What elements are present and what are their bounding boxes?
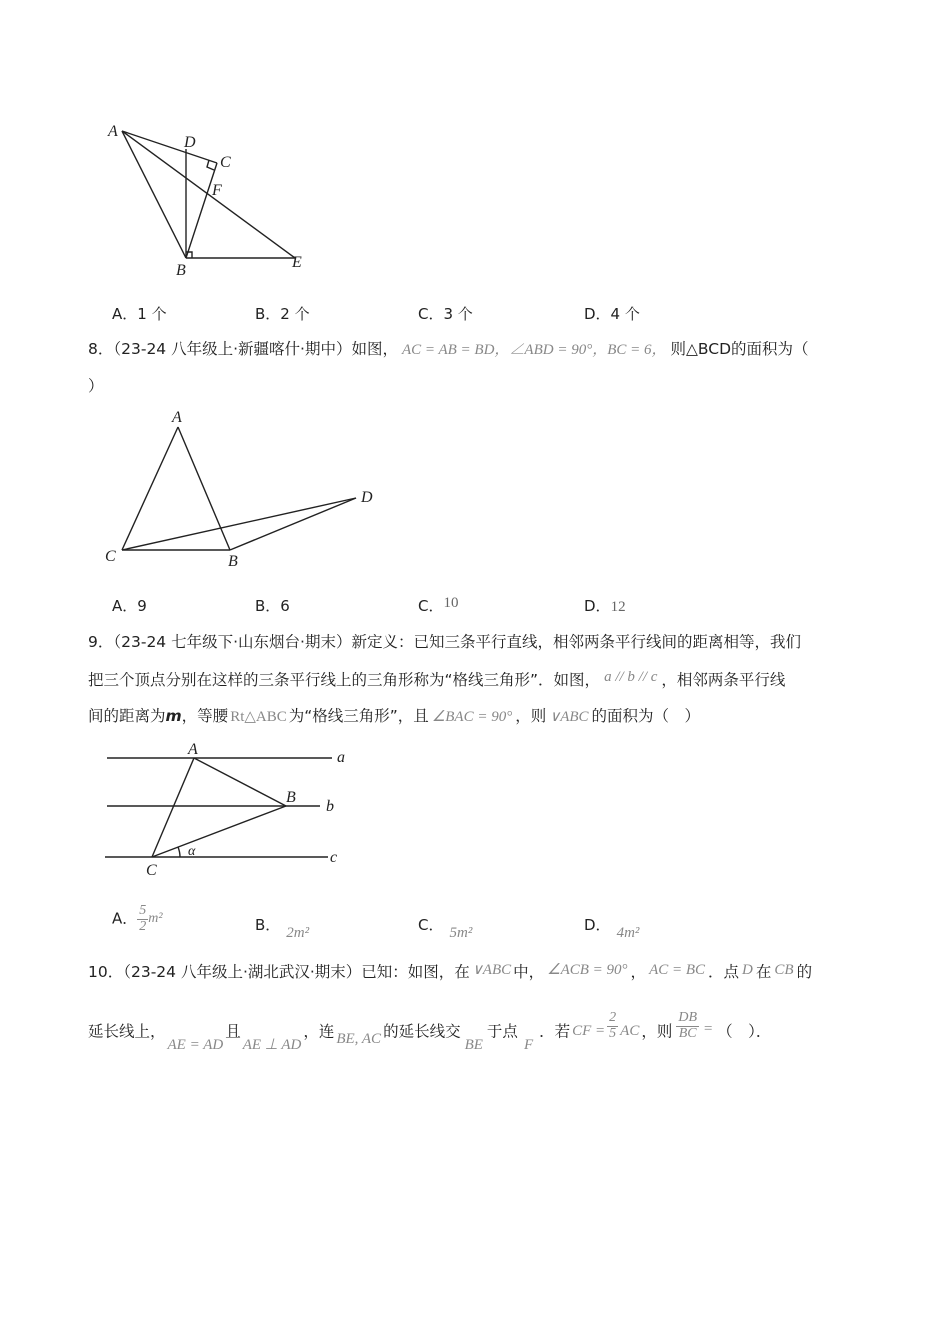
q9-label-line-b: b bbox=[326, 798, 334, 815]
q9-label-B: B bbox=[286, 789, 296, 806]
q8-option-a[interactable] bbox=[112, 599, 147, 614]
q10-math2: ∠ACB = 90° bbox=[547, 962, 628, 978]
q10-fraction-den: 5 bbox=[609, 1025, 617, 1041]
q9-line2-a: 把三个顶点分别在这样的三条平行线上的三角形称为“格线三角形”．如图， bbox=[88, 671, 601, 689]
q8-label-D: D bbox=[361, 489, 373, 506]
q9-option-c-label: C． bbox=[418, 916, 444, 934]
q9-option-a-label: A． bbox=[112, 909, 138, 928]
q10-l2-a: 延长线上， bbox=[88, 1022, 166, 1041]
q10-math1: ∨ABC bbox=[471, 962, 512, 978]
q10-source: （23-24 八年级上·湖北武汉·期末）已知：如图，在 bbox=[123, 963, 470, 981]
q9-label-line-c: c bbox=[330, 849, 338, 866]
q8-option-d-label: D． bbox=[584, 597, 611, 615]
q9-line3-math2: ∠BAC = 90° bbox=[431, 709, 513, 725]
q7-segment-AE bbox=[122, 131, 295, 258]
q9-label-alpha: α bbox=[188, 844, 196, 859]
q9-number: 9． bbox=[88, 633, 114, 651]
q9-line3-a: 间的距离为 bbox=[88, 707, 166, 725]
q10-l2-c: ，连 bbox=[303, 1022, 335, 1041]
q9-option-d-value: 4m² bbox=[616, 925, 640, 941]
q10-l2-e: 于点 bbox=[486, 1022, 518, 1041]
q10-ratio-num: DB bbox=[678, 1010, 698, 1025]
q9-source: （23-24 七年级下·山东烟台·期末）新定义：已知三条平行直线，相邻两条平行线间的距离相等，我们 bbox=[113, 633, 801, 651]
q8-option-b[interactable] bbox=[255, 599, 290, 614]
q10-l2-m1: AE = AD bbox=[167, 1036, 224, 1053]
q8-option-c[interactable] bbox=[418, 595, 459, 615]
q9-line1 bbox=[88, 635, 801, 651]
q7-label-C: C bbox=[220, 154, 231, 171]
q10-ratio-fraction bbox=[676, 1011, 699, 1041]
q8-option-d[interactable] bbox=[584, 599, 626, 615]
q9-segment-BC bbox=[152, 806, 286, 857]
q9-option-d[interactable] bbox=[584, 916, 640, 941]
q8-option-c-value: 10 bbox=[443, 595, 459, 611]
q7-label-B: B bbox=[176, 262, 186, 278]
q8-segment-CD bbox=[122, 498, 356, 550]
q10-line1 bbox=[88, 962, 813, 981]
q9-line2-b: ，相邻两条平行线 bbox=[661, 671, 786, 689]
q9-option-c[interactable] bbox=[418, 916, 473, 941]
q10-t1: 中， bbox=[513, 963, 545, 981]
q9-option-a[interactable] bbox=[112, 904, 163, 934]
q7-label-F: F bbox=[212, 182, 222, 199]
q10-number: 10． bbox=[88, 963, 124, 981]
q10-l2-m3: BE, AC bbox=[336, 1030, 382, 1047]
q10-ratio-eq: = bbox=[703, 1020, 714, 1037]
q9-line3 bbox=[88, 709, 700, 725]
q8-option-a-value: 9 bbox=[137, 597, 147, 615]
q7-option-b[interactable]: B．2 个 bbox=[255, 305, 310, 323]
q8-source: （23-24 八年级上·新疆喀什·期中）如图， bbox=[113, 340, 398, 358]
q8-number: 8． bbox=[88, 340, 114, 358]
q9-line3-e: 的面积为（ ） bbox=[591, 707, 701, 725]
q9-option-a-num: 5 bbox=[139, 903, 147, 918]
q10-math4: D bbox=[742, 962, 753, 978]
q9-line3-math1: Rt△ABC bbox=[230, 709, 287, 725]
q9-figure bbox=[100, 738, 360, 883]
q9-option-b[interactable] bbox=[255, 916, 310, 941]
q10-fraction-two-fifths bbox=[607, 1011, 618, 1041]
q10-l2-m6: CF = bbox=[572, 1022, 606, 1039]
q10-math3: AC = BC bbox=[649, 962, 706, 978]
q9-line2 bbox=[88, 669, 786, 689]
q8-figure bbox=[100, 405, 385, 575]
q10-t2: ， bbox=[630, 963, 647, 981]
q9-line3-d: ，则 bbox=[515, 707, 547, 725]
q9-line3-math3: ∨ABC bbox=[549, 709, 589, 725]
q10-l2-d: 的延长线交 bbox=[383, 1022, 461, 1041]
q9-option-a-den: 2 bbox=[139, 918, 147, 934]
q7-segment-CB bbox=[186, 163, 217, 258]
q10-t5: 的 bbox=[796, 963, 813, 981]
q9-segment-AC bbox=[152, 758, 194, 857]
q9-line3-m: m bbox=[165, 707, 182, 725]
q10-line2 bbox=[88, 1010, 772, 1057]
q10-l2-m2: AE ⊥ AD bbox=[242, 1036, 302, 1053]
q7-option-a[interactable]: A．1 个 bbox=[112, 305, 167, 323]
q7-label-E: E bbox=[292, 254, 302, 271]
q8-option-c-label: C． bbox=[418, 597, 444, 615]
q9-line3-c: 为“格线三角形”，且 bbox=[288, 707, 429, 725]
q10-l2-m5: F bbox=[523, 1036, 534, 1053]
q10-l2-g: ，则 bbox=[641, 1022, 673, 1041]
q7-figure bbox=[100, 118, 330, 278]
q8-label-B: B bbox=[228, 553, 238, 570]
q8-stem bbox=[88, 342, 809, 358]
q9-label-C: C bbox=[146, 862, 157, 879]
q10-t3: ．点 bbox=[708, 963, 740, 981]
q10-ratio-den: BC bbox=[678, 1025, 697, 1041]
q9-line2-math: a // b // c bbox=[604, 669, 658, 685]
q9-option-d-label: D． bbox=[584, 916, 611, 934]
q9-label-A: A bbox=[188, 741, 198, 758]
q9-angle-alpha-arc bbox=[178, 847, 180, 857]
q7-option-c[interactable]: C．3 个 bbox=[418, 305, 473, 323]
q9-segment-AB bbox=[194, 758, 286, 806]
q8-condition: AC = AB = BD，∠ABD = 90°，BC = 6， bbox=[401, 342, 667, 358]
q7-label-A: A bbox=[108, 123, 118, 140]
q9-option-a-fraction bbox=[137, 904, 148, 934]
q8-option-b-label: B． bbox=[255, 597, 281, 615]
q10-l2-m7: AC bbox=[620, 1022, 640, 1039]
q10-l2-b: 且 bbox=[225, 1022, 241, 1041]
q8-closing: ） bbox=[88, 377, 104, 395]
q9-option-b-value: 2m² bbox=[286, 925, 310, 941]
q9-option-a-var: m² bbox=[148, 911, 163, 927]
q9-label-line-a: a bbox=[337, 749, 345, 766]
q9-option-c-value: 5m² bbox=[449, 925, 473, 941]
q8-segment-BD bbox=[230, 498, 356, 550]
q10-l2-f: ．若 bbox=[539, 1022, 571, 1041]
q8-segment-AC bbox=[122, 427, 178, 550]
q10-l2-h: （ ）． bbox=[717, 1022, 772, 1041]
q9-line3-b: ，等腰 bbox=[181, 707, 229, 725]
q10-fraction-num: 2 bbox=[609, 1010, 617, 1025]
q10-l2-m4: BE bbox=[464, 1036, 483, 1053]
q8-option-a-label: A． bbox=[112, 597, 138, 615]
q7-option-d[interactable]: D．4 个 bbox=[584, 305, 640, 323]
q8-option-d-value: 12 bbox=[610, 599, 626, 615]
q8-label-A: A bbox=[172, 409, 182, 426]
q8-tail: 则△BCD的面积为（ bbox=[670, 340, 809, 358]
q10-t4: 在 bbox=[755, 963, 772, 981]
q8-label-C: C bbox=[105, 548, 116, 565]
q10-math5: CB bbox=[774, 962, 794, 978]
q8-option-b-value: 6 bbox=[280, 597, 290, 615]
q7-label-D: D bbox=[184, 134, 196, 151]
q9-option-b-label: B． bbox=[255, 916, 281, 934]
